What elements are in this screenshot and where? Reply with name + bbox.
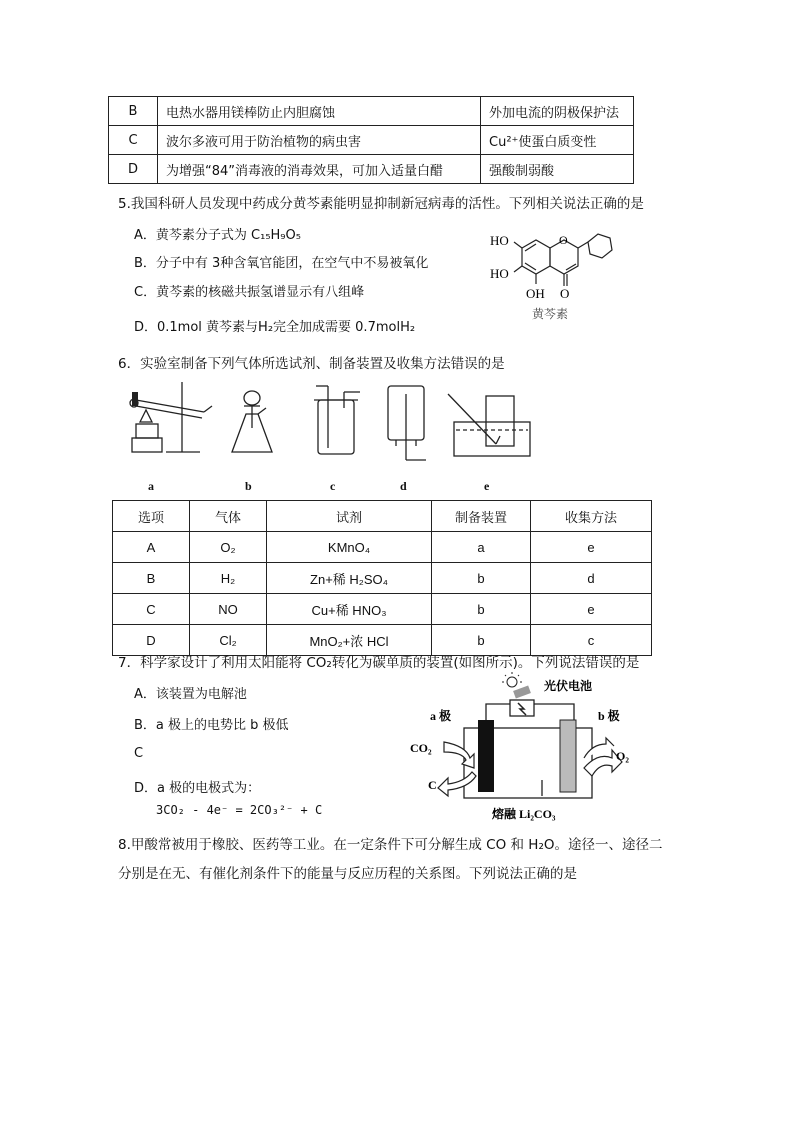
table-row [113, 594, 652, 625]
table-cell: KMnO₄ [267, 532, 432, 563]
reason-cell: Cu²⁺使蛋白质变性 [481, 126, 634, 155]
table-cell: B [113, 563, 190, 594]
reason-cell: 外加电流的阴极保护法 [481, 97, 634, 126]
lightning-icon [518, 703, 526, 715]
apparatus-label-e: e [484, 479, 490, 493]
table-row [109, 155, 634, 184]
q7-option-b: B．a 极上的电势比 b 极低 [134, 718, 289, 733]
apparatus-label-d: d [400, 479, 407, 493]
table-cell: b [432, 594, 531, 625]
option-cell: D [109, 155, 158, 184]
table-cell: D [113, 625, 190, 656]
table-row [113, 532, 652, 563]
table-cell: A [113, 532, 190, 563]
option-cell: B [109, 97, 158, 126]
description-cell: 电热水器用镁棒防止内胆腐蚀 [158, 97, 481, 126]
keto-oxygen-label: O [560, 286, 570, 301]
q5-option-d: D．0.1mol 黄芩素与H₂完全加成需要 0.7molH₂ [134, 320, 416, 335]
table-cell: c [531, 625, 652, 656]
electrode-b-label: b 极 [598, 709, 620, 723]
q7-stem: 7．科学家设计了利用太阳能将 CO₂转化为碳单质的装置(如图所示)。下列说法错误的是 [118, 655, 640, 671]
molecule-name: 黄芩素 [532, 307, 569, 321]
q7-option-a: A．该装置为电解池 [134, 687, 247, 702]
table-cell: e [531, 594, 652, 625]
hydroxyl-label: HO [490, 266, 509, 281]
table-header-row [113, 501, 652, 532]
table-cell: H₂ [190, 563, 267, 594]
q8-stem-line1: 8.甲酸常被用于橡胶、医药等工业。在一定条件下可分解生成 CO 和 H₂O。途径一、途径二 [118, 837, 663, 853]
apparatus-figure [120, 378, 540, 470]
o2-label: O₂ [616, 749, 629, 763]
electrode-a [478, 720, 494, 792]
co2-label: CO₂ [410, 741, 432, 755]
header-cell: 制备装置 [432, 501, 531, 532]
pv-cell-label: 光伏电池 [544, 679, 593, 693]
table-row [109, 126, 634, 155]
flow-arrows [438, 738, 622, 796]
table-q4-options [108, 96, 634, 184]
table-cell: NO [190, 594, 267, 625]
apparatus-label-c: c [330, 479, 336, 493]
header-cell: 收集方法 [531, 501, 652, 532]
apparatus-label-b: b [245, 479, 252, 493]
carbon-label: C [428, 778, 437, 792]
q5-option-b: B．分子中有 3种含氧官能团，在空气中不易被氧化 [134, 256, 429, 271]
hydroxyl-label: HO [490, 233, 509, 248]
hydroxyl-label: OH [526, 286, 545, 301]
table-cell: Cu+稀 HNO₃ [267, 594, 432, 625]
q7-option-d: D．a 极的电极式为： [134, 781, 261, 796]
q5-option-a: A．黄芩素分子式为 C₁₅H₉O₅ [134, 228, 301, 243]
q7-electrode-equation: 3CO₂ - 4e⁻ = 2CO₃²⁻ + C [156, 803, 323, 817]
q8-stem-line2: 分别是在无、有催化剂条件下的能量与反应历程的关系图。下列说法正确的是 [118, 866, 577, 882]
table-cell: O₂ [190, 532, 267, 563]
table-row [109, 97, 634, 126]
header-cell: 试剂 [267, 501, 432, 532]
electrolysis-cell-figure [408, 672, 638, 824]
description-cell: 为增强“84”消毒液的消毒效果，可加入适量白醋 [158, 155, 481, 184]
table-cell: a [432, 532, 531, 563]
electrolyte-label: 熔融 Li₂CO₃ [492, 807, 556, 821]
description-cell: 波尔多液可用于防治植物的病虫害 [158, 126, 481, 155]
q6-stem: 6．实验室制备下列气体所选试剂、制备装置及收集方法错误的是 [118, 356, 505, 372]
ring-oxygen-label: O [559, 233, 568, 247]
q5-stem: 5.我国科研人员发现中药成分黄芩素能明显抑制新冠病毒的活性。下列相关说法正确的是 [118, 196, 644, 212]
reason-cell: 强酸制弱酸 [481, 155, 634, 184]
electrode-a-label: a 极 [430, 709, 452, 723]
option-cell: C [109, 126, 158, 155]
q5-option-c: C．黄芩素的核磁共振氢谱显示有八组峰 [134, 285, 365, 300]
header-cell: 选项 [113, 501, 190, 532]
table-cell: b [432, 625, 531, 656]
table-cell: C [113, 594, 190, 625]
table-cell: e [531, 532, 652, 563]
header-cell: 气体 [190, 501, 267, 532]
apparatus-label-a: a [148, 479, 154, 493]
q7-option-c: C [134, 746, 144, 761]
table-row [113, 563, 652, 594]
electrode-b [560, 720, 576, 792]
table-cell: Zn+稀 H₂SO₄ [267, 563, 432, 594]
sun-icon [502, 672, 522, 687]
table-cell: d [531, 563, 652, 594]
table-q6-gases [112, 500, 652, 656]
baicalein-structure [484, 218, 624, 328]
table-cell: MnO₂+浓 HCl [267, 625, 432, 656]
table-cell: b [432, 563, 531, 594]
table-cell: Cl₂ [190, 625, 267, 656]
